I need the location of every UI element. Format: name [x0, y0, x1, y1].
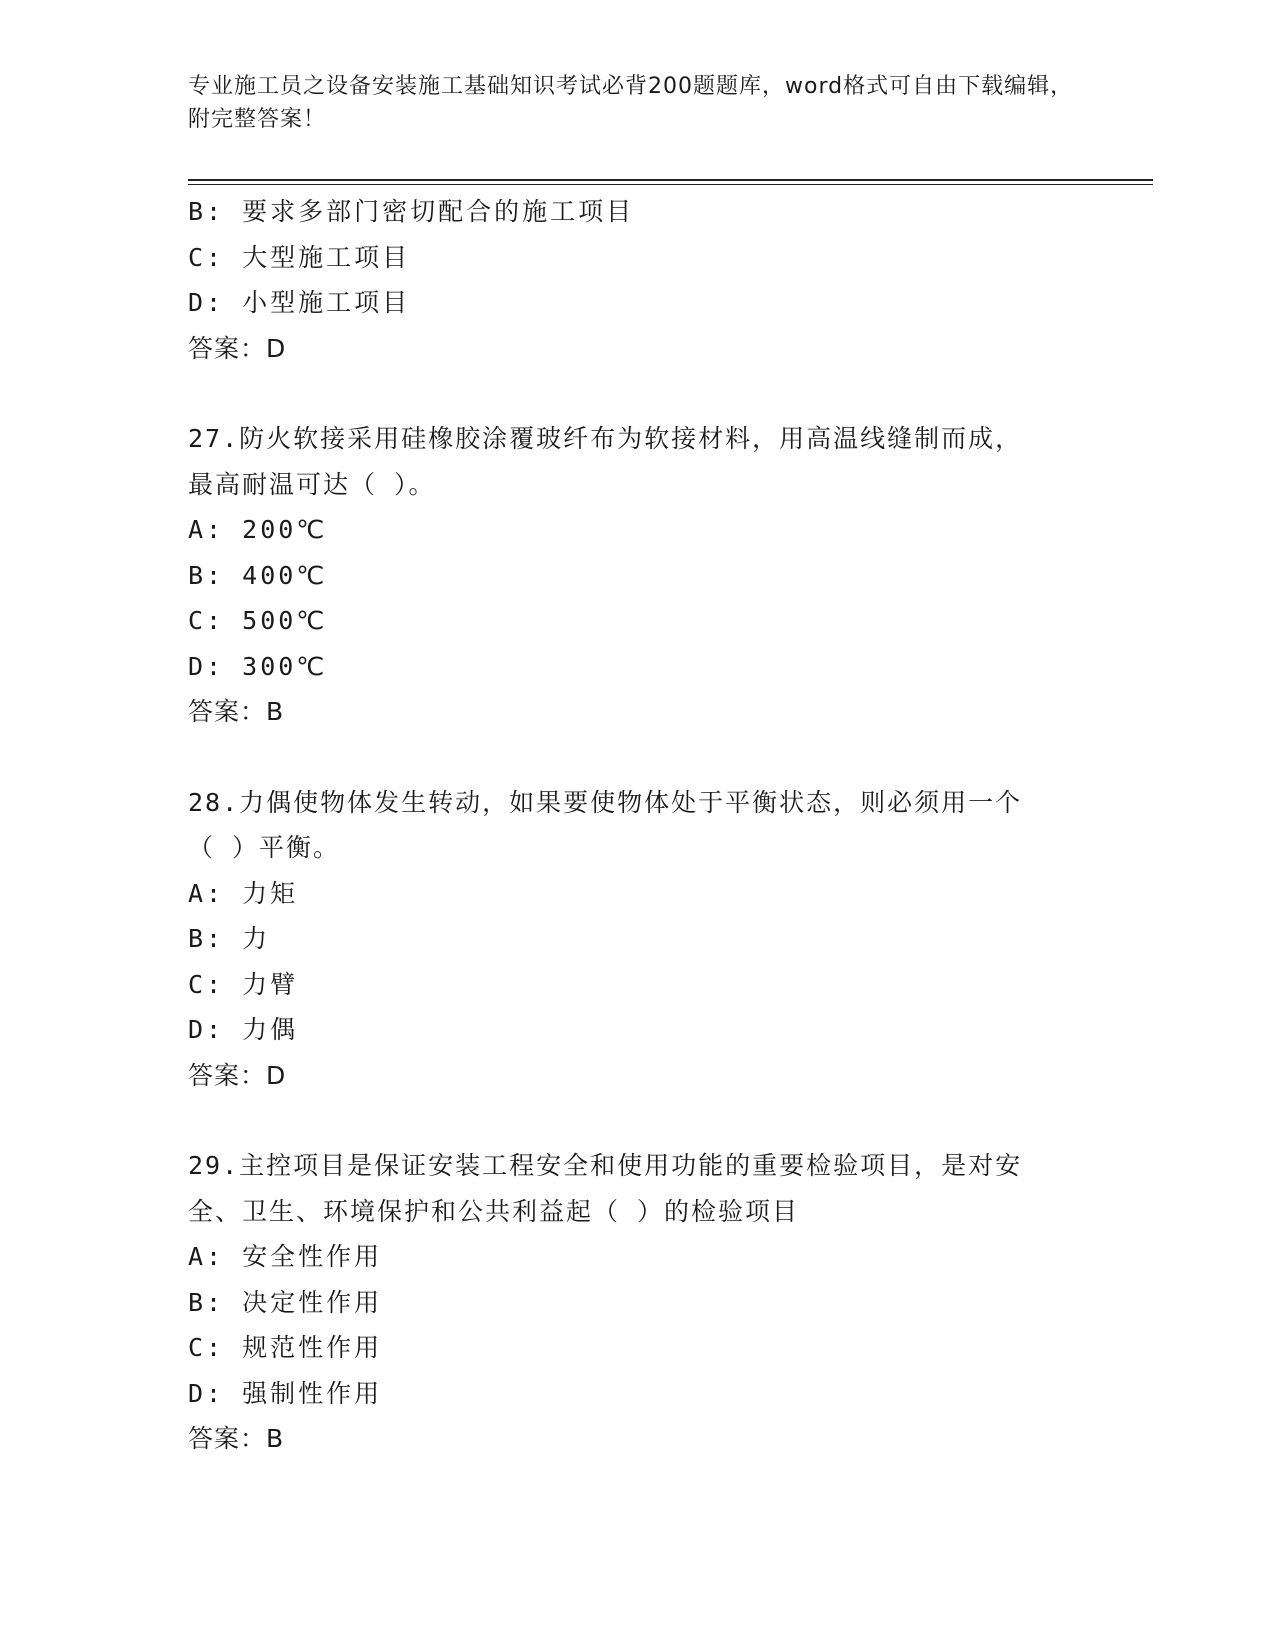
- question-list: [188, 189, 1088, 1462]
- header-title: 专业施工员之设备安装施工基础知识考试必背200题题库，word格式可自由下载编辑，附完整答案！: [188, 74, 1074, 132]
- question-stem: 29.主控项目是保证安装工程安全和使用功能的重要检验项目，是对安: [188, 1151, 1023, 1180]
- answer-line: 答案：B: [188, 1424, 285, 1453]
- document-header: [188, 70, 1088, 136]
- option-c: C: 500℃: [188, 606, 328, 635]
- option-d: D: 300℃: [188, 651, 328, 681]
- header-divider-thick: [188, 179, 1153, 181]
- option-c: C: 力臂: [188, 969, 299, 999]
- question-stem: 28.力偶使物体发生转动，如果要使物体处于平衡状态，则必须用一个: [188, 787, 1023, 817]
- option-c: C: 规范性作用: [188, 1333, 383, 1362]
- answer-line: 答案：D: [188, 1060, 287, 1090]
- question-29: [188, 1143, 1088, 1462]
- answer-line: 答案：B: [188, 697, 285, 726]
- question-stem: （ ）平衡。: [188, 833, 341, 862]
- option-c: C: 大型施工项目: [188, 242, 411, 272]
- question-28: [188, 780, 1088, 1099]
- question-stem: 27.防火软接采用硅橡胶涂覆玻纤布为软接材料，用高温线缝制而成，: [188, 424, 1023, 453]
- answer-line: 答案：D: [188, 333, 287, 363]
- header-divider-thin: [188, 184, 1153, 185]
- option-b: B: 400℃: [188, 560, 328, 590]
- question-stem: 最高耐温可达（ ）。: [188, 469, 436, 499]
- question-stem: 全、卫生、环境保护和公共利益起（ ）的检验项目: [188, 1196, 800, 1226]
- option-a: A: 200℃: [188, 515, 328, 544]
- continued-question: [188, 189, 1088, 371]
- option-d: D: 强制性作用: [188, 1378, 383, 1408]
- question-27: [188, 416, 1088, 735]
- option-a: A: 安全性作用: [188, 1242, 383, 1271]
- option-b: B: 力: [188, 924, 271, 953]
- option-b: B: 要求多部门密切配合的施工项目: [188, 197, 635, 226]
- option-d: D: 力偶: [188, 1015, 299, 1044]
- option-a: A: 力矩: [188, 878, 299, 908]
- option-b: B: 决定性作用: [188, 1287, 383, 1317]
- option-d: D: 小型施工项目: [188, 288, 411, 317]
